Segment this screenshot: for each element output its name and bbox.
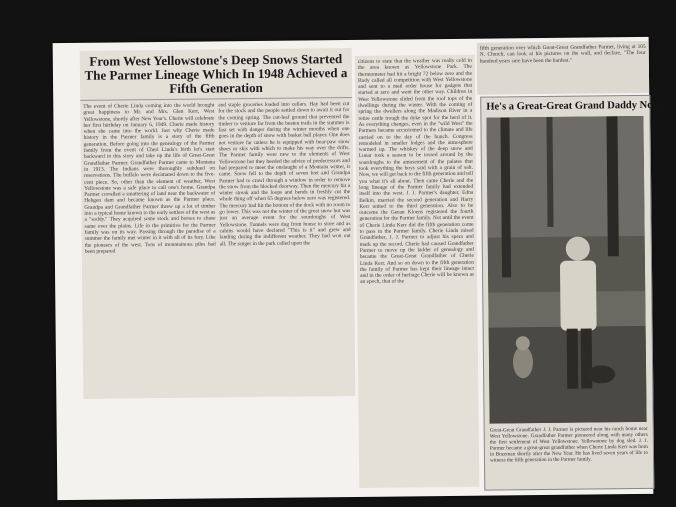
left-article-column-1: The event of Cherie Linda coming into the world brought great happiness to Mr. and Mrs. Glen Kerr, West Yellowstone, shortly after New Year's. Cherie will celebrate her first birthday on January 6, 1949. Cherie made history when she came into the world. Just why Cherie made history in the Parmer family is a story of the fifth generation. Before going into the genealogy of the Parmer family from the event of Cheri Linda's birth let's start backward in this story and take up the life of Great-Great Grandfather Parmer. Grandfather Parmer came to Montana in 1913. The Indians were thoroughly subdued on reservations. The buffalo were decimated down to the five-cent piece. So, other than the element of weather, West Yellowstone was a safe place to call one's home. Grandpa Parmer corralled a smattering of land near the backwater of Hebgen dam and became known as the Parmer place. Grandpa and Grandfather Parmer threw up a lot of timber into a typical home known to the early settlers of the west as a "soddy." They acquired some stock and horses to chase same over the plains. Life in the primitive for the Parmer family was on its way. Passing through the paradise of a summer the family met winter in it with all of its fury. Like the pioneers of the west. Tons of mountainous piles had been prepared	[83, 102, 216, 255]
photo-caption: Great-Great Grandfather J. J. Parmer is pictured near his ranch home near West Yellowstone. Grandfather Parmer pioneered along with many others the first settlement of West Yellowstone. Yellowstone by dog sled. J. J. Parmer became a great-great grandfather when Cherie Linda Kerr was born in Bozeman shortly after the New Year. He has lived seven years of life to witness the fifth generation in the Parmer family.	[489, 425, 648, 464]
left-article-headline: From West Yellowstone's Deep Snows Started The Parmer Lineage Which In 1948 Achieved a Fifth Generation	[80, 48, 353, 101]
left-article-columns	[80, 98, 355, 399]
right-article-clipping	[477, 41, 650, 95]
scrapbook-page	[53, 37, 664, 500]
left-article-column-2: and staple groceries loaded into cellars. Hay had been cut for the stock and the people settled down to await it out for the coming spring. The cut-leaf ground that prevented the timber to venture far from the beaten trails in the summer is fast set with danger during the winter months when one goes in the depth of snow with basket ball player. One does not venture far unless he is equipped with bear-paw snow shoes or skis with which to make his way over the drifts. The Parmer family were new to the elements of West Yellowstone but they heeded the advice of predecessors and had prepared to meet the onslaught of a Montana winter, it came. Snow fell to the depth of seven feet and Grandpa Parmer had to crawl through a window in order to remove the snow from the blocked doorway. Then the mercury hit a winter streak and the loops and bends in freshly cut the whole thing off when 65 degrees below zero was registered. The mercury had hit the bottom of the dock with no room to go lower. This was not the winter of the great snow but was just an average event for the sourdoughs of West Yellowstone. Tunnels were dug from house to store and as cabins would have declared "This is it" and grew and landing during the indifferent weather. They had won out all. The ranger in the park called upon the	[218, 101, 351, 247]
middle-article-text: citizens to state that the weather was really cold in the area known as Yellowstone Park. The thermometer had hit a bright 72 below zero and the Rudy called all competition with West Yellowstone and sent to a mail order house for gadgets that started at zero and went the other way. Children in West Yellowstone slided from the roof tops of the dwellings during the winter. With the coming of spring the dwellers along the Madison River in a retire cattle trough the dyke spot for the herd of it. As everything changes, even in the "wild West" the Parmers became accustomed to the climate and life carried on to the day of the hunch. Congress remodeled in smaller lodges and the atmosphere warmed up. The whiskey of the deep snow and Lunar took a season to be tossed around by the sourdoughs to the amusement of the palates that took everything the boys said with a grain of salt. Now, we will get back to the fifth generation and tell you what it's all about. Then came Cherie and the long lineage of the Parmer family had extended itself into the west. J. J. Parmer's daughter, Edna Belkin, married the second generation and Harry Kerr united to the third generation. Also to be outcome the Geean Kloens registered the fourth generation for the Parmer family. Not until the event of Cherie Linda Kerr did the fifth generation come to pass in the Parmer family. Cherie Linda raised Grandfather, J. J. Parmer to adjust his specs and mark up the record. Cherie had caused Grandfather Parmer to move up the ladder of genealogy and became the Great-Great Grandfather of Cherie Linda Kerr. And so on down to the fifth generation the family of Parmer has kept their lineage intact and in the order of heritage Cherie will be known as an epoch, that of the	[357, 57, 475, 286]
right-article-text: fifth generation over which Great-Great Grandfather Parmer, living at 105 N. Church, can look at his pictures on the wall, and declare, "The four hundred years sure have been the hardest."	[479, 43, 646, 65]
photo-illustration	[486, 116, 646, 424]
left-article-clipping	[80, 48, 356, 399]
photo-headline: He's a Great-Great Grand Daddy Now!	[486, 99, 664, 113]
photo-old-man-with-dog	[486, 116, 646, 424]
middle-article-clipping	[355, 55, 480, 488]
photo-clipping	[480, 95, 664, 491]
